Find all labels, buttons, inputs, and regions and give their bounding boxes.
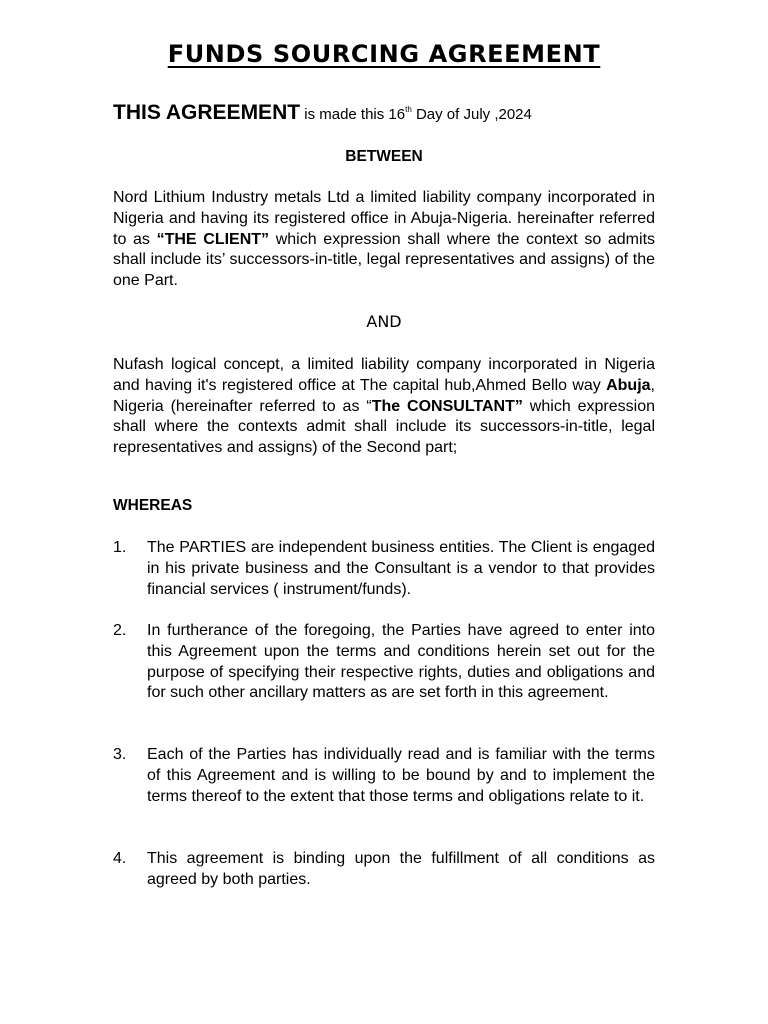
consultant-paragraph [113, 355, 655, 459]
document-title: FUNDS SOURCING AGREEMENT [167, 40, 601, 68]
consultant-city: Abuja [606, 376, 651, 394]
list-item-text: This agreement is binding upon the fulfillment of all conditions as agreed by both parties. [147, 850, 655, 888]
list-item-number: 3. [113, 746, 127, 763]
and-heading: AND [366, 312, 402, 331]
list-item-text: The PARTIES are independent business entities. The Client is engaged in his private business and the Consultant is a vendor to that provides financial services ( instrument/funds). [147, 539, 655, 598]
whereas-heading: WHEREAS [113, 497, 193, 514]
list-item-text: Each of the Parties has individually read and is familiar with the terms of this Agreement and is willing to be bound by and to implement the terms thereof to the extent that those terms and obligations relate to it. [147, 746, 655, 805]
intro-date-text: is made this 16 [300, 106, 406, 123]
agreement-intro [113, 101, 673, 125]
consultant-text-3: which expression shall where the contexts admit shall include its successors-in-title, legal representatives and assigns) of the Second part; [113, 397, 656, 457]
client-paragraph [113, 188, 655, 292]
list-item-text: In furtherance of the foregoing, the Parties have agreed to enter into this Agreement upon the terms and conditions herein set out for the purpose of specifying their respective rights, duties and obligations and for such other ancillary matters as are set forth in this agreement. [147, 622, 655, 702]
between-heading: BETWEEN [345, 148, 423, 165]
list-item-number: 4. [113, 850, 127, 867]
intro-lead: THIS AGREEMENT [113, 101, 301, 124]
intro-date-suffix: th [405, 105, 412, 114]
client-text-2: which expression shall where the context so admits shall include its’ successors-in-title, legal representatives and assigns) of the one Part. [113, 230, 656, 290]
consultant-text-1: Nufash logical concept, a limited liability company incorporated in Nigeria and having it's registered office at The capital hub,Ahmed Bello way [113, 356, 655, 394]
list-item-number: 1. [113, 539, 127, 556]
client-text-1: Nord Lithium Industry metals Ltd a limited liability company incorporated in Nigeria and having its registered office in Abuja-Nigeria. hereinafter referred to as [113, 189, 655, 248]
consultant-term: The CONSULTANT” [371, 397, 523, 415]
intro-date-month: Day of July ,2024 [411, 106, 532, 123]
list-item-number: 2. [113, 622, 127, 639]
client-term: “THE CLIENT” [156, 230, 270, 248]
consultant-text-2: , Nigeria (hereinafter referred to as “ [113, 376, 655, 415]
